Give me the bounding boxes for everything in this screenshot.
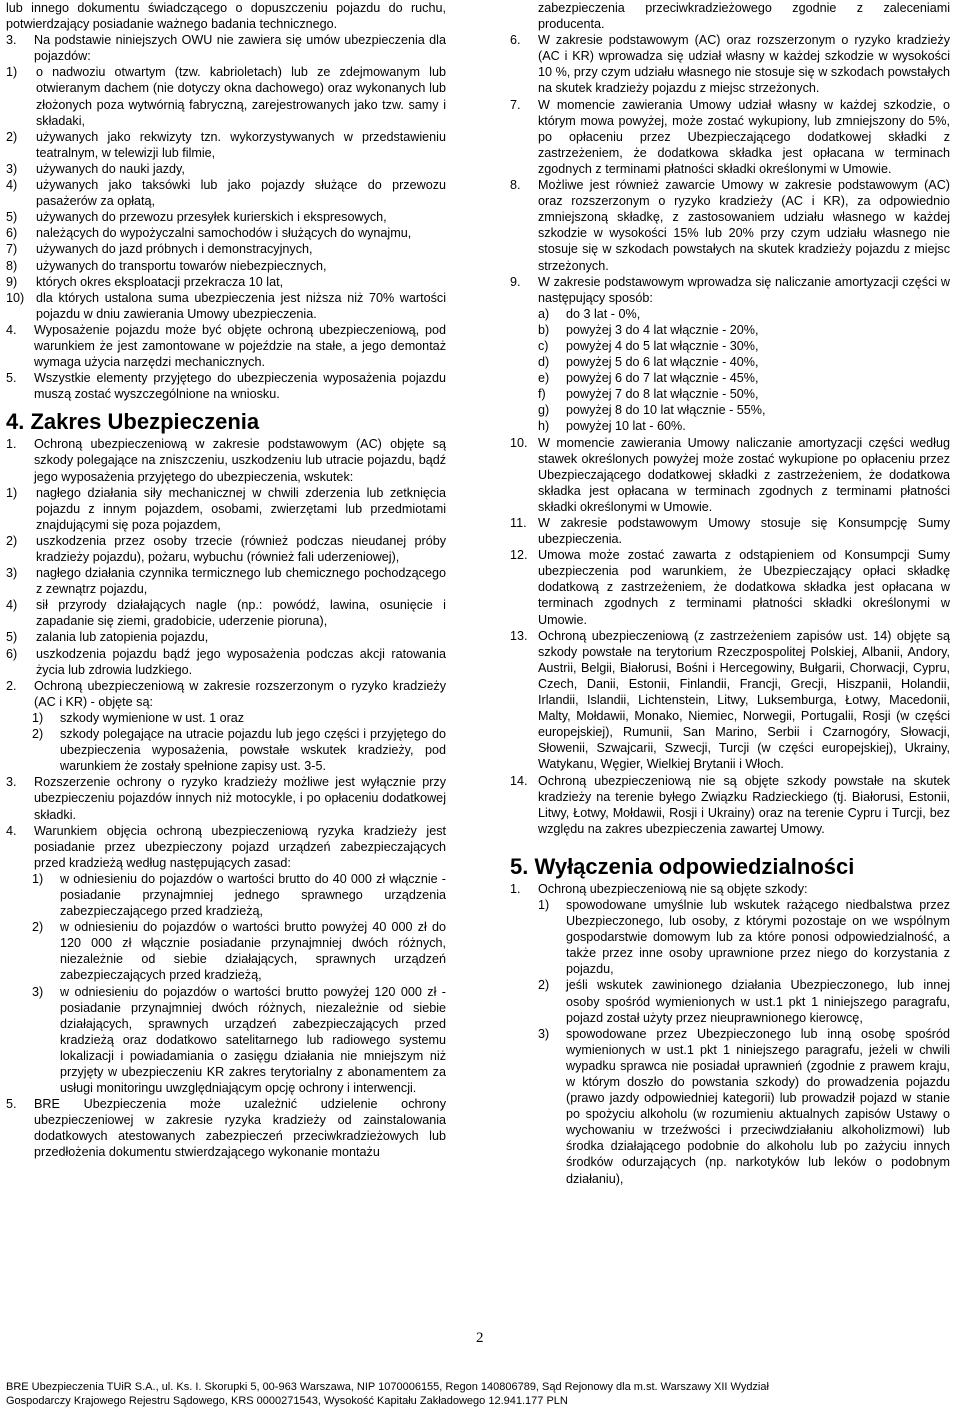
item-text: sił przyrody działających nagle (np.: powódź, lawina, osunięcie i zapadanie się ziemi, gradobicie, uderzenie pioruna), [36,598,446,629]
item-number: b) [538,322,550,337]
item-number: 2) [6,129,18,144]
item-number: 13. [510,628,528,643]
item-text: powyżej 4 do 5 lat włącznie - 30%, [566,338,759,353]
list-item [6,241,446,257]
item-number: 4. [6,322,17,337]
item-number: 6) [6,226,18,241]
item-number: 1) [32,871,44,886]
item-number: d) [538,355,550,370]
item-text: powyżej 6 do 7 lat włącznie - 45%, [566,371,759,386]
list-item [6,225,446,241]
zakres-1-list [6,485,446,678]
item-text: Umowa może zostać zawarta z odstąpieniem od Konsumpcji Sumy ubezpieczenia pod warunkiem, że Ubezpieczający opłaci składkę dodatkową z zastrzeżeniem, że dodatkowa składka jest opłacana w terminach zgodnych z terminami płatności składki określonymi w Umowie. [538,548,950,627]
item-text: jeśli wskutek zawinionego działania Ubezpieczonego, lub innej osoby spośród wymienionych w ust.1 pkt 1 niniejszego paragrafu, pojazd został użyty przez nieuprawnionego kierowcę, [566,978,950,1025]
heading-zakres: 4. Zakres Ubezpieczenia [6,409,260,435]
item-text: BRE Ubezpieczenia może uzależnić udzielenie ochrony ubezpieczeniowej w zakresie ryzyka kradzieży od zainstalowania dodatkowych atestowanych zabezpieczeń przeciwkradzieżowych lub przedłożenia dokumentu stwierdzającego wykonanie montażu [34,1097,446,1160]
item-text: powyżej 10 lat - 60%. [566,419,686,434]
list-item [6,258,446,274]
zakres-4-list [6,871,446,1096]
item-text: W momencie zawierania Umowy naliczanie amortyzacji części według stawek określonych powyżej może zostać wykupione po opłaceniu przez Ubezpieczającego dodatkowej składki z zastrzeżeniem, że dodatkowa składka jest opłacana w terminach zgodnych z terminami płatności składki określonymi w Umowie. [538,435,950,514]
item-text: nagłego działania siły mechanicznej w chwili zderzenia lub zetknięcia pojazdu z innym pojazdem, osobami, zwierzętami lub przedmiotami znajdującymi się poza pojazdem, [36,485,446,532]
item-text: dla których ustalona suma ubezpieczenia jest niższa niż 70% wartości pojazdu w dniu zawierania Umowy ubezpieczenia. [36,290,446,321]
item-number: 9) [6,274,18,289]
intro-continuation: lub innego dokumentu świadczącego o dopuszczeniu pojazdu do ruchu, potwierdzający posiadanie ważnego badania technicznego. [6,1,446,32]
item-number: 8) [6,258,18,273]
zakres-14 [510,773,950,837]
item-text: należących do wypożyczalni samochodów i służących do wynajmu, [36,226,412,241]
item-number: 2) [538,978,550,993]
item-text: uszkodzenia pojazdu bądź jego wyposażenia podczas akcji ratowania życia lub zdrowia ludzkiego. [36,646,446,677]
item-number: 7. [510,97,521,112]
zakres-13 [510,628,950,773]
zakres-11 [510,515,950,547]
item-number: 5) [6,210,18,225]
list-item [538,386,950,402]
item-text: używanych do przewozu przesyłek kurierskich i ekspresowych, [36,210,387,225]
item-text: używanych jako rekwizyty tzn. wykorzystywanych w przedstawieniu teatralnym, w telewizji lub filmie, [36,129,446,160]
item-text: w odniesieniu do pojazdów o wartości brutto powyżej 120 000 zł - posiadanie przynajmniej dwóch różnych, niezależnie od siebie działających, sprawnych urządzeń zabezpieczających przed kradzieżą oraz dodatkowo satelitarnego lub radiowego systemu lokalizacji i powiadamiania o zasięgu działania nie mniejszym niż przyjęty w ubezpieczeniu KR zakres terytorialny z abonamentem za usługi monitoringu uwzględniającym opcję ochrony i interwencji. [60,984,446,1096]
footer [6,1380,956,1408]
item-number: 5) [6,630,18,645]
item-number: a) [538,306,550,321]
item-text: do 3 lat - 0%, [566,306,641,321]
left-column [6,0,446,1161]
item-number: h) [538,419,550,434]
list-item [6,290,446,322]
item-text: Możliwe jest również zawarcie Umowy w zakresie podstawowym (AC) oraz rozszerzonym o ryzyko kradzieży (AC i KR), za odpowiednio zmniejszoną składkę, z zastosowaniem udziału własnego w każdej szkodzie w wysokości 15% lub 20% przy czym udziału własnego nie stosuje się w szkodach powstałych na skutek kradzieży pojazdu z miejsc strzeżonych. [538,178,950,273]
list-item [6,161,446,177]
item-text: spowodowane przez Ubezpieczonego lub inną osobę spośród wymienionych w ust.1 pkt 1 niniejszego paragrafu, jeżeli w chwili wypadku sprawca nie posiadał uprawnień (zgodnie z prawem kraju, w którym doszło do powstania szkody) do prowadzenia pojazdu (prawo jazdy odpowiedniej kategorii) lub prowadził pojazd w stanie po spożyciu alkoholu (w rozumieniu aktualnych zapisów Ustawy o wychowaniu w trzeźwości i przeciwdziałaniu alkoholizmowi) lub środka działającego podobnie do alkoholu lub po zażyciu innych środków odurzających (np. narkotyków lub leków o podobnym działaniu), [566,1026,950,1186]
amortization-list [510,306,950,435]
item-number: 1) [6,65,18,80]
item-text: W momencie zawierania Umowy udział własny w każdej szkodzie, o którym mowa powyżej, może zostać wykupiony, lub zmniejszony do 5%, po opłaceniu przez Ubezpieczającego dodatkowej składki z zastrzeżeniem, że dodatkowa składka jest opłacana w terminach zgodnych z terminami płatności składki określonymi w Umowie. [538,97,950,176]
footer-line-1: BRE Ubezpieczenia TUiR S.A., ul. Ks. I. Skorupki 5, 00-963 Warszawa, NIP 1070006155, Regon 140806789, Sąd Rejonowy dla m.st. Warszawy XII Wydział [6,1381,769,1393]
list-item [6,64,446,128]
item-text: W zakresie podstawowym Umowy stosuje się Konsumpcję Sumy ubezpieczenia. [538,516,950,547]
item-text: używanych do jazd próbnych i demonstracyjnych, [36,242,313,257]
list-item [538,354,950,370]
list-item [538,370,950,386]
item-number: 3. [6,33,17,48]
continuation: zabezpieczenia przeciwkradzieżowego zgodnie z zaleceniami producenta. [538,1,950,32]
list-item [538,418,950,434]
item-text: Warunkiem objęcia ochroną ubezpieczeniową ryzyka kradzieży jest posiadanie przez ubezpieczony pojazd urządzeń zabezpieczających przed kradzieżą według następujących zasad: [34,823,446,870]
list-item [510,897,950,977]
item-number: 2) [32,727,44,742]
zakres-1 [6,436,446,484]
item-text: używanych jako taksówki lub jako pojazdy służące do przewozu pasażerów za opłatą, [36,178,446,209]
wylaczenia-1 [510,881,950,897]
list-item [32,871,446,919]
item-number: 10. [510,435,528,450]
zakres-5 [6,1096,446,1160]
item-text: szkody wymienione w ust. 1 oraz [60,710,245,725]
item-number: 2. [6,678,17,693]
item-number: 10) [6,290,25,305]
item-text: których okres eksploatacji przekracza 10 lat, [36,274,284,289]
item-text: zalania lub zatopienia pojazdu, [36,630,209,645]
footer-line-2: Gospodarczy Krajowego Rejestru Sądowego, KRS 0000271543, Wysokość Kapitału Zakładowego 12.941.177 PLN [6,1395,568,1407]
wylaczenia-1-list [510,897,950,1187]
section-3-list [6,64,446,322]
item-number: 3) [6,566,18,581]
item-text: W zakresie podstawowym wprowadza się naliczanie amortyzacji części w następujący sposób: [538,274,950,305]
list-item [32,984,446,1097]
list-item [510,977,950,1025]
item-number: 12. [510,548,528,563]
item-number: 9. [510,274,521,289]
item-text: powyżej 7 do 8 lat włącznie - 50%, [566,387,759,402]
item-text: spowodowane umyślnie lub wskutek rażącego niedbalstwa przez Ubezpieczonego, lub osoby, z którymi pozostaje on we wspólnym gospodarstwie domowym lub za które ponosi odpowiedzialność, a także przez inne osoby uprawnione przez niego do korzystania z pojazdu, [566,897,950,977]
item-number: 1) [538,897,550,912]
item-number: 6) [6,646,18,661]
section-5 [6,370,446,402]
item-text: używanych do nauki jazdy, [36,161,185,176]
item-number: 3) [538,1026,550,1041]
item-number: 1) [32,710,44,725]
item-text: o nadwoziu otwartym (tzw. kabrioletach) lub ze zdejmowanym lub otwieranym dachem (nie dotyczy okna dachowego) oraz wykonanych lub złożonych poza wytwórnią fabryczną, zarejestrowanych jako tzw. samy i składaki, [36,65,446,128]
item-number: 5. [6,1097,17,1112]
list-item [6,274,446,290]
section-3 [6,32,446,64]
item-number: e) [538,371,550,386]
item-text: Rozszerzenie ochrony o ryzyko kradzieży możliwe jest wyłącznie przy ubezpieczeniu pojazdów innych niż motocykle, i po opłaceniu dodatkowej składki. [34,775,446,822]
list-item [6,177,446,209]
item-number: 6. [510,33,521,48]
zakres-2-list [6,710,446,774]
page-number: 2 [476,1330,484,1346]
list-item [32,726,446,774]
zakres-3 [6,774,446,822]
item-text: powyżej 5 do 6 lat włącznie - 40%, [566,355,759,370]
list-item [538,306,950,322]
list-item [538,322,950,338]
item-number: 2) [6,533,18,548]
zakres-8 [510,177,950,274]
list-item [32,710,446,726]
list-item [6,533,446,565]
item-number: 14. [510,773,528,788]
item-number: 5. [6,371,17,386]
item-text: Ochroną ubezpieczeniową (z zastrzeżeniem zapisów ust. 14) objęte są szkody powstałe na terytorium Rzeczpospolitej Polskiej, Albanii, Andory, Austrii, Belgii, Białorusi, Bośni i Hercegowiny, Bułgarii, Chorwacji, Cypru, Czech, Danii, Estonii, Finlandii, Francji, Grecji, Hiszpanii, Holandii, Irlandii, Islandii, Lichtenstein, Litwy, Luksemburga, Łotwy, Macedonii, Malty, Mołdawii, Monako, Niemiec, Norwegii, Portugalii, Rosji (w części europejskiej), Rumunii, San Marino, Serbii i Czarnogóry, Słowacji, Słowenii, Szwajcarii, Szwecji, Turcji (w części europejskiej), Ukrainy, Watykanu, Węgier, Wielkiej Brytanii i Włoch. [538,628,950,772]
item-number: 8. [510,178,521,193]
right-column [510,0,950,1187]
zakres-6 [510,32,950,96]
zakres-2 [6,678,446,710]
list-item [6,646,446,678]
heading-wylaczenia: 5. Wyłączenia odpowiedzialności [510,853,855,879]
list-item [6,485,446,533]
item-text: Ochroną ubezpieczeniową w zakresie rozszerzonym o ryzyko kradzieży (AC i KR) - objęte są: [34,678,446,709]
list-item [6,209,446,225]
item-text: uszkodzenia przez osoby trzecie (również podczas nieudanej próby kradzieży pojazdu), pożaru, wybuchu (również fali uderzeniowej), [36,533,446,564]
item-text: w odniesieniu do pojazdów o wartości brutto do 40 000 zł włącznie - posiadanie przynajmniej jednego sprawnego urządzenia zabezpieczającego przed kradzieżą, [60,871,446,919]
list-item [6,597,446,629]
item-number: 7) [6,242,18,257]
item-number: 3. [6,775,17,790]
item-number: 3) [6,161,18,176]
section-4 [6,322,446,370]
item-number: 11. [510,516,527,530]
item-number: f) [538,387,546,402]
zakres-12 [510,547,950,627]
item-number: c) [538,338,549,353]
item-number: 4) [6,178,18,193]
zakres-9 [510,274,950,306]
list-item [6,629,446,645]
item-text: w odniesieniu do pojazdów o wartości brutto powyżej 40 000 zł do 120 000 zł włącznie posiadanie przynajmniej dwóch różnych, niezależnie od siebie działających, sprawnych urządzeń zabezpieczających przed kradzieżą, [60,920,446,983]
item-number: 2) [32,920,44,935]
item-text: Ochroną ubezpieczeniową w zakresie podstawowym (AC) objęte są szkody polegające na zniszczeniu, uszkodzeniu lub utracie pojazdu, bądź jego wyposażenia przyjętego do ubezpieczenia, wskutek: [34,437,446,484]
item-text: Wyposażenie pojazdu może być objęte ochroną ubezpieczeniową, pod warunkiem że jest zamontowane w pojeździe na stałe, a jego demontaż wymaga użycia narzędzi mechanicznych. [34,322,446,370]
item-number: 4) [6,598,18,613]
item-text: Wszystkie elementy przyjętego do ubezpieczenia wyposażenia pojazdu muszą zostać wyszczególnione na wniosku. [34,371,446,402]
item-number: g) [538,403,550,418]
list-item [32,919,446,983]
list-item [538,402,950,418]
item-text: W zakresie podstawowym (AC) oraz rozszerzonym o ryzyko kradzieży (AC i KR) wprowadza się udział własny w każdej szkodzie w wysokości 10 %, przy czym udziału własnego nie stosuje się w szkodach powstałych na skutek kradzieży pojazdu z miejsc strzeżonych. [538,33,950,96]
item-text: używanych do transportu towarów niebezpiecznych, [36,258,327,273]
item-number: 3) [32,984,44,999]
item-text: szkody polegające na utracie pojazdu lub jego części i przyjętego do ubezpieczenia wyposażenia, powstałe wskutek kradzieży, pod warunkiem że zostały spełnione zapisy ust. 3-5. [60,727,446,774]
zakres-7 [510,97,950,177]
item-text: powyżej 8 do 10 lat włącznie - 55%, [566,403,766,418]
item-text: Na podstawie niniejszych OWU nie zawiera się umów ubezpieczenia dla pojazdów: [34,33,446,64]
item-text: Ochroną ubezpieczeniową nie są objęte szkody: [538,881,808,896]
list-item [538,338,950,354]
item-text: nagłego działania czynnika termicznego lub chemicznego pochodzącego z zewnątrz pojazdu, [36,566,446,597]
item-text: Ochroną ubezpieczeniową nie są objęte szkody powstałe na skutek kradzieży na terenie byłego Związku Radzieckiego (tj. Białorusi, Estonii, Litwy, Łotwy, Mołdawii, Rosji i Ukrainy) oraz na terenie Cypru i Turcji, bez względu na zakres ubezpieczenia zawartej Umowy. [538,773,950,836]
list-item [6,129,446,161]
item-text: powyżej 3 do 4 lat włącznie - 20%, [566,322,759,337]
item-number: 4. [6,823,17,838]
item-number: 1) [6,485,18,500]
zakres-4 [6,823,446,871]
list-item [510,1026,950,1187]
zakres-10 [510,435,950,515]
item-number: 1. [510,881,521,896]
list-item [6,565,446,597]
item-number: 1. [6,437,17,452]
